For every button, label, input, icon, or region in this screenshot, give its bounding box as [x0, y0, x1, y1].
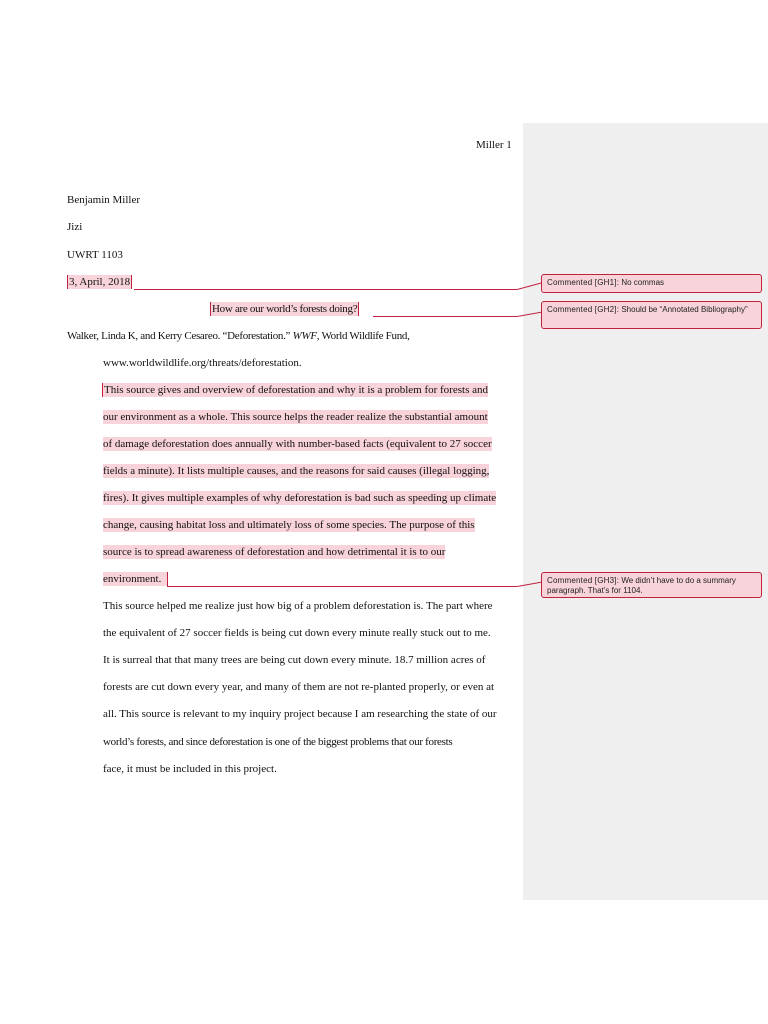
citation-site: WWF [292, 330, 317, 342]
comment-label: Commented [GH2]: [547, 305, 620, 314]
citation-publisher: , World Wildlife Fund, [316, 330, 410, 342]
author-name: Benjamin Miller [67, 194, 141, 206]
citation-line-1 [67, 329, 410, 343]
instructor-name: Jizi [67, 221, 83, 233]
summary-line[interactable]: This source gives and overview of deforestation and why it is a problem for forests and [104, 384, 488, 396]
reflection-line: world’s forests, and since deforestation is one of the biggest problems that our forests [103, 736, 453, 748]
date-line[interactable]: 3, April, 2018 [69, 276, 131, 288]
comment-text: Should be “Annotated Bibliography” [619, 305, 748, 314]
summary-line[interactable]: fires). It gives multiple examples of why deforestation is bad such as speeding up climate [103, 492, 497, 504]
document-title[interactable]: How are our world’s forests doing? [212, 303, 358, 315]
reflection-line: forests are cut down every year, and many of them are not re-planted properly, or even at [103, 681, 495, 693]
comment-label: Commented [GH1]: [547, 278, 620, 287]
summary-line[interactable]: environment. [103, 572, 168, 586]
reflection-line: This source helped me realize just how big of a problem deforestation is. The part where [103, 600, 493, 612]
comment-anchor-line-3 [167, 586, 517, 587]
comments-margin-panel [523, 123, 768, 900]
comment-text: We didn’t have to do a summary paragraph. That’s for 1104. [547, 576, 736, 595]
course-code: UWRT 1103 [67, 249, 123, 261]
reflection-line: the equivalent of 27 soccer fields is being cut down every minute really stuck out to me. [103, 627, 491, 639]
citation-line-2: www.worldwildlife.org/threats/deforestation. [103, 357, 302, 369]
summary-line[interactable]: change, causing habitat loss and ultimately loss of some species. The purpose of this [103, 519, 475, 531]
reflection-line: all. This source is relevant to my inquiry project because I am researching the state of our [103, 708, 497, 720]
page-number: Miller 1 [476, 139, 512, 151]
comment-anchor-line-1 [134, 289, 517, 290]
comment-text: No commas [619, 278, 665, 287]
comment-balloon-gh1[interactable] [541, 274, 762, 293]
reflection-line: It is surreal that that many trees are being cut down every minute. 18.7 million acres of [103, 654, 486, 666]
summary-line[interactable]: source is to spread awareness of deforestation and how detrimental it is to our [103, 546, 446, 558]
comment-anchor-line-2 [373, 316, 517, 317]
summary-line[interactable]: our environment as a whole. This source helps the reader realize the substantial amount [103, 411, 488, 423]
comment-balloon-gh2[interactable] [541, 301, 762, 329]
comment-label: Commented [GH3]: [547, 576, 620, 585]
reflection-line: face, it must be included in this project. [103, 763, 277, 775]
summary-line[interactable]: of damage deforestation does annually with number-based facts (equivalent to 27 soccer [103, 438, 492, 450]
comment-balloon-gh3[interactable] [541, 572, 762, 598]
summary-line[interactable]: fields a minute). It lists multiple causes, and the reasons for said causes (illegal logging, [103, 465, 490, 477]
citation-authors: Walker, Linda K, and Kerry Cesareo. “Deforestation.” [67, 330, 293, 342]
